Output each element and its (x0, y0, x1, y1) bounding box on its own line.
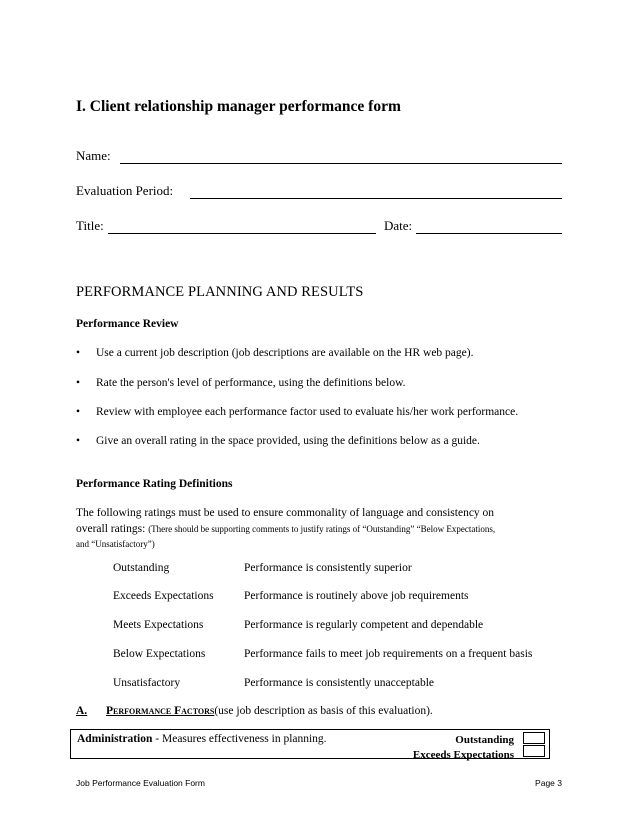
administration-factor-box (70, 729, 550, 759)
footer-form-name: Job Performance Evaluation Form (76, 778, 205, 788)
bullet-icon: • (76, 435, 81, 447)
date-field[interactable] (416, 233, 562, 234)
definitions-paragraph-line2: overall ratings: (There should be supporting comments to justify ratings of “Outstanding” “Below Expectations, (76, 523, 496, 535)
rating-name: Exceeds Expectations (113, 590, 214, 602)
bullet-icon: • (76, 347, 81, 359)
job-title-label: Title: (76, 218, 104, 233)
bullet-icon: • (76, 377, 81, 389)
rating-definitions-heading: Performance Rating Definitions (76, 478, 233, 490)
performance-review-heading: Performance Review (76, 318, 179, 330)
rating-name: Outstanding (113, 562, 170, 574)
rating-name: Meets Expectations (113, 619, 204, 631)
date-label: Date: (384, 218, 413, 233)
rating-options (413, 733, 514, 763)
rating-description: Performance is routinely above job requirements (244, 590, 469, 602)
rating-name: Below Expectations (113, 648, 206, 660)
exceeds-checkbox[interactable] (523, 745, 545, 757)
name-label: Name: (76, 148, 111, 163)
rating-description: Performance is consistently unacceptable (244, 677, 434, 689)
rating-option-exceeds: Exceeds Expectations (412, 749, 514, 761)
footer-page-number: Page 3 (535, 778, 562, 788)
rating-description: Performance fails to meet job requirements on a frequent basis (244, 648, 533, 660)
definitions-paragraph-line1: The following ratings must be used to ensure commonality of language and consistency on (76, 507, 495, 519)
rating-option-outstanding: Outstanding (455, 734, 514, 746)
definitions-paragraph-line3: and “Unsatisfactory”) (76, 539, 155, 549)
job-title-field[interactable] (108, 233, 376, 234)
administration-label: Administration - Measures effectiveness in planning. (77, 733, 327, 745)
rating-description: Performance is consistently superior (244, 562, 412, 574)
form-title: I. Client relationship manager performance form (76, 98, 401, 115)
evaluation-period-label: Evaluation Period: (76, 183, 174, 198)
name-field[interactable] (120, 163, 562, 164)
outstanding-checkbox[interactable] (523, 732, 545, 744)
performance-factors-heading: A. Performance Factors(use job description as basis of this evaluation). (76, 705, 433, 717)
rating-description: Performance is regularly competent and dependable (244, 619, 484, 631)
bullet-icon: • (76, 406, 81, 418)
planning-heading: PERFORMANCE PLANNING AND RESULTS (76, 284, 364, 300)
rating-name: Unsatisfactory (113, 677, 181, 689)
evaluation-period-field[interactable] (190, 198, 562, 199)
